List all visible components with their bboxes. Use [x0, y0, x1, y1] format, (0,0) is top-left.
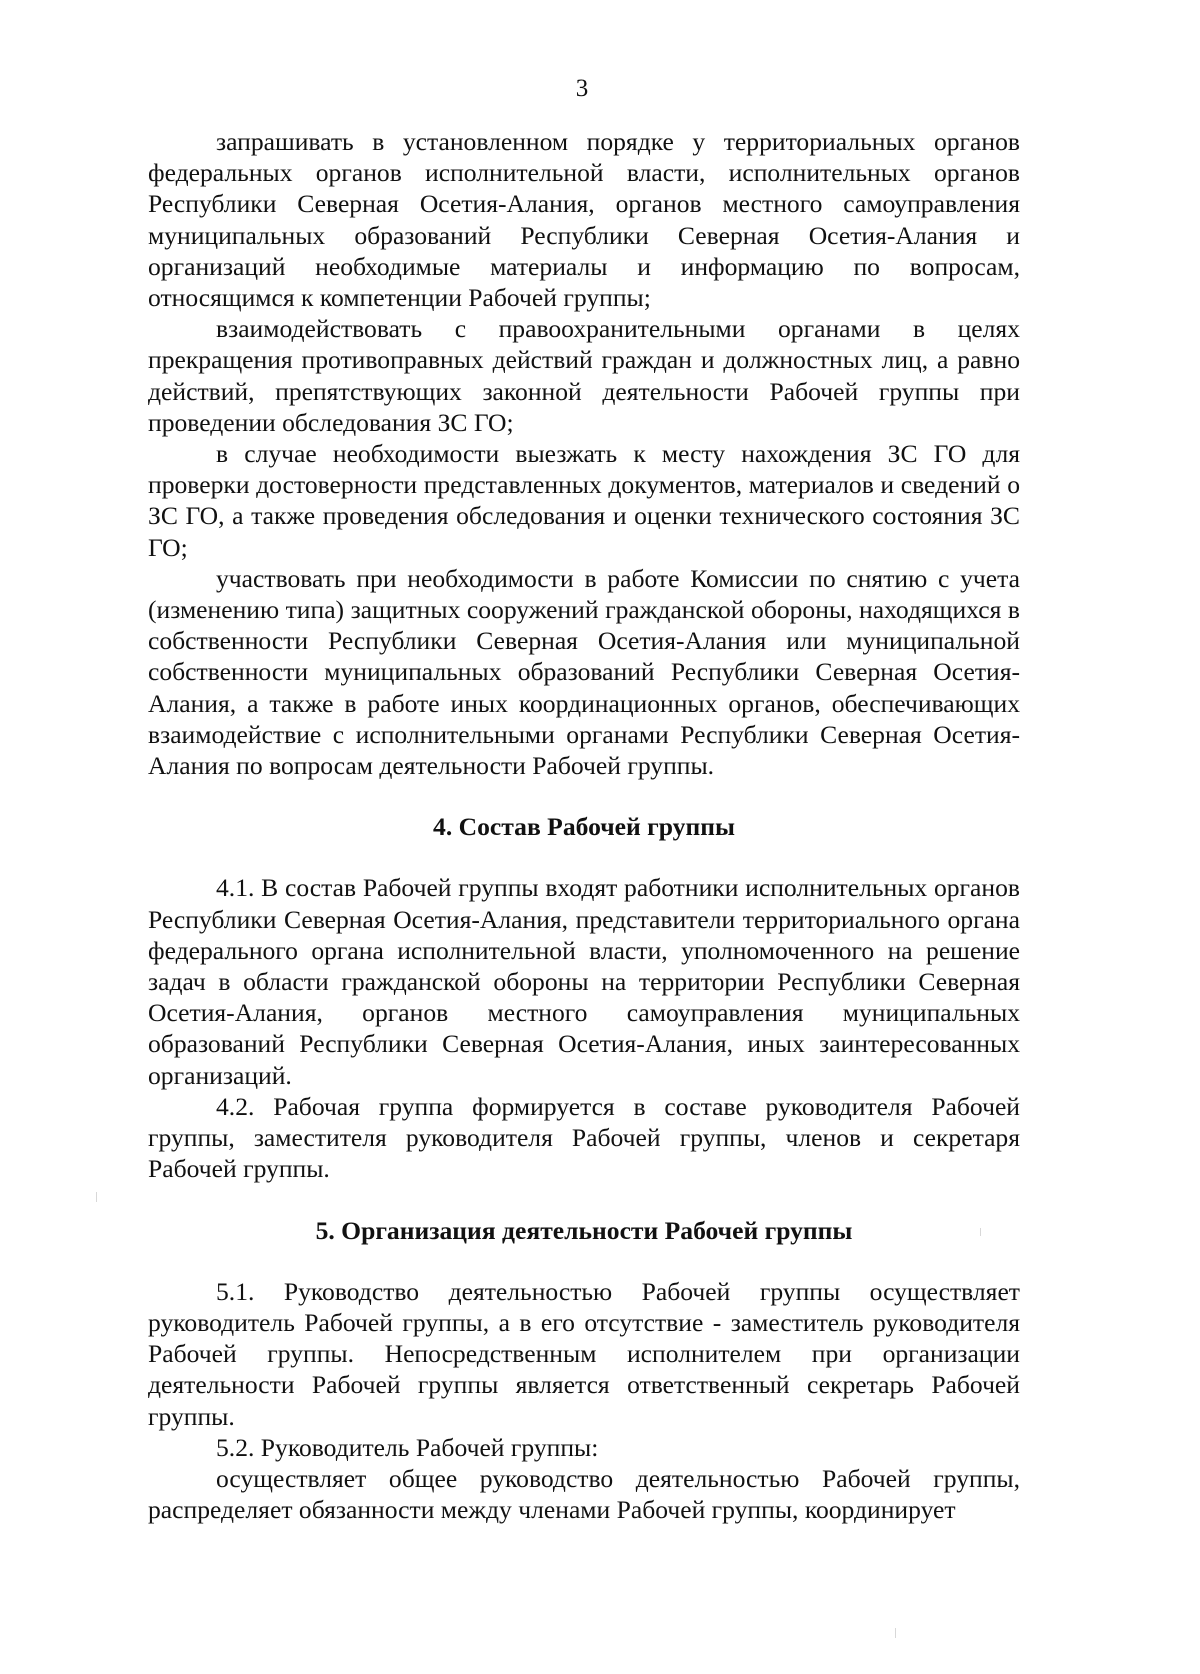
paragraph-request-materials: запрашивать в установленном порядке у территориальных органов федеральных органов исполнительной власти, исполнительных органов Республики Северная Осетия-Алания, органов местного самоуправления муниципальных образований Республики Северная Осетия-Алания и организаций необходимые материалы и информацию по вопросам, относящимся к компетенции Рабочей группы; [148, 127, 1020, 313]
paragraph-site-visits: в случае необходимости выезжать к месту нахождения ЗС ГО для проверки достоверности представленных документов, материалов и сведений о ЗС ГО, а также проведения обследования и оценки технического состояния ЗС ГО; [148, 439, 1020, 562]
paragraph-5-2-duties: осуществляет общее руководство деятельностью Рабочей группы, распределяет обязанности между членами Рабочей группы, координирует [148, 1463, 1020, 1525]
scan-artifact-mark [980, 1228, 981, 1236]
paragraph-5-2: 5.2. Руководитель Рабочей группы: [216, 1432, 599, 1462]
section-4-heading: 4. Состав Рабочей группы [433, 812, 735, 842]
section-5-heading: 5. Организация деятельности Рабочей группы [315, 1215, 853, 1245]
paragraph-4-1: 4.1. В состав Рабочей группы входят работники исполнительных органов Республики Северная Осетия-Алания, представители территориального органа федерального органа исполнительной власти, уполномоченного на решение задач в области гражданской обороны на территории Республики Северная Осетия-Алания, органов местного самоуправления муниципальных образований Республики Северная Осетия-Алания, иных заинтересованных организаций. [148, 873, 1020, 1090]
paragraph-commission-participation: участвовать при необходимости в работе Комиссии по снятию с учета (изменению типа) защитных сооружений гражданской обороны, находящихся в собственности Республики Северная Осетия-Алания или муниципальной собственности муниципальных образований Республики Северная Осетия-Алания, а также в работе иных координационных органов, обеспечивающих взаимодействие с исполнительными органами Республики Северная Осетия-Алания по вопросам деятельности Рабочей группы. [148, 563, 1020, 781]
scan-artifact-mark [895, 1628, 896, 1638]
paragraph-4-2: 4.2. Рабочая группа формируется в составе руководителя Рабочей группы, заместителя руководителя Рабочей группы, членов и секретаря Рабочей группы. [148, 1091, 1020, 1184]
paragraph-5-1: 5.1. Руководство деятельностью Рабочей группы осуществляет руководитель Рабочей группы, а в его отсутствие - заместитель руководителя Рабочей группы. Непосредственным исполнителем при организации деятельности Рабочей группы является ответственный секретарь Рабочей группы. [148, 1276, 1020, 1431]
paragraph-law-enforcement: взаимодействовать с правоохранительными органами в целях прекращения противоправных действий граждан и должностных лиц, а равно действий, препятствующих законной деятельности Рабочей группы при проведении обследования ЗС ГО; [148, 314, 1020, 437]
document-body [148, 126, 1020, 1525]
page-number: 3 [575, 75, 589, 102]
scan-artifact-mark [96, 1192, 97, 1202]
